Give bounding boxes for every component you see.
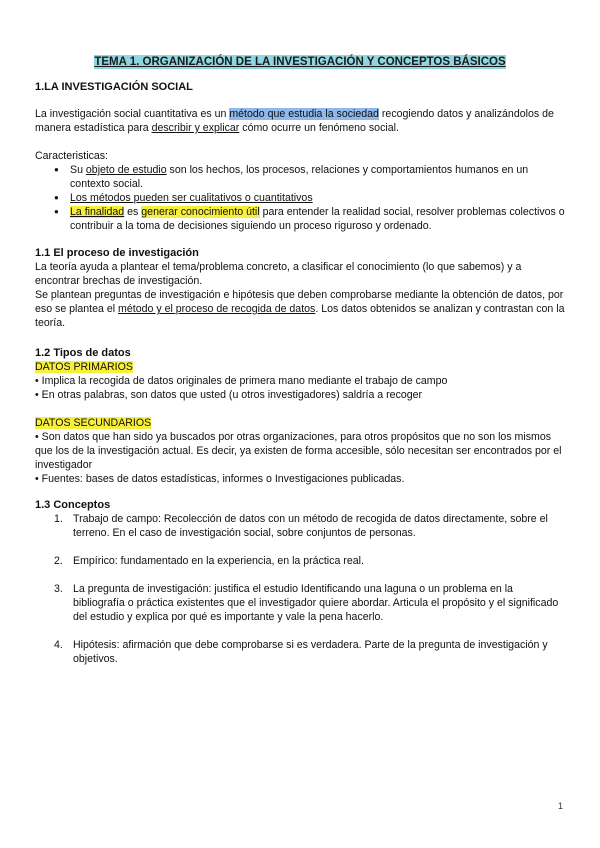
list-item [35,638,565,666]
text-run: recogiendo datos y analizándolos de manera estadística para [35,108,554,134]
list-text: La pregunta de investigación: justifica el estudio Identificando una laguna o un problema en la bibliografía o práctica existentes que el investigador quiere abordar. Articula el propósito y el significado del estudio y explica por qué es importante y vale la pena hacerlo. [73,583,559,623]
text-run: son los hechos, los procesos, relaciones y comportamientos humanos en un contexto social. [70,164,529,190]
paragraph [35,288,565,330]
characteristics-label: Caracteristicas: [35,150,108,162]
list-item [35,554,565,568]
list-number: 3. [54,583,63,595]
text-run: es [124,206,142,218]
text-run: para entender la realidad social, resolver problemas colectivos o contribuir a la toma de decisiones siguiendo un proceso riguroso y ordenado. [70,206,565,232]
list-item [35,582,565,624]
text-run: Su [70,164,86,176]
highlighted-label: DATOS PRIMARIOS [35,361,133,373]
paragraph: • En otras palabras, son datos que usted (u otros investigadores) saldría a recoger [35,389,423,401]
section-heading: 1.1 El proceso de investigación [35,247,199,259]
highlighted-text: método que estudia la sociedad [229,108,379,120]
document-title: TEMA 1. ORGANIZACIÓN DE LA INVESTIGACIÓN Y CONCEPTOS BÁSICOS [94,56,506,68]
paragraph: • Fuentes: bases de datos estadísticas, informes o Investigaciones publicadas. [35,473,405,485]
paragraph: • Implica la recogida de datos originales de primera mano mediante el trabajo de campo [35,375,448,387]
list-text: Trabajo de campo: Recolección de datos con un método de recogida de datos directamente, sobre el terreno. En el caso de investigación social, sobre conjuntos de personas. [73,513,548,539]
list-text: Hipótesis: afirmación que debe comprobarse si es verdadera. Parte de la pregunta de investigación y objetivos. [73,639,548,665]
concepts-list [35,512,565,666]
characteristics-list [35,163,565,233]
list-number: 4. [54,639,63,651]
list-item [35,205,565,233]
section-heading: 1.LA INVESTIGACIÓN SOCIAL [35,81,193,93]
section-1 [35,80,565,233]
highlighted-text: generar conocimiento útil [141,206,260,218]
list-number: 1. [54,513,63,525]
text-run: La investigación social cuantitativa es un [35,108,230,120]
list-item [35,512,565,540]
paragraph: • Son datos que han sido ya buscados por otras organizaciones, para otros propósitos que no son los mismos que los de la investigación actual. Es decir, ya existen de forma accesible, sólo necesitan ser encontrados por el investigador [35,431,562,471]
primary-data-label [35,360,565,374]
document-title-wrap [0,52,600,70]
text-run: cómo ocurre un fenómeno social. [239,122,399,134]
paragraph: La teoría ayuda a plantear el tema/problema concreto, a clasificar el conocimiento (lo que sabemos) y a encontrar brechas de investigación. [35,261,522,287]
highlighted-label: DATOS SECUNDARIOS [35,417,152,429]
text-run: . Los datos obtenidos se analizan y contrastan con la teoría. [35,303,565,329]
section-1-3 [35,498,565,680]
section-1-1 [35,246,565,330]
underlined-text: Los métodos pueden ser cualitativos o cuantitativos [70,192,313,204]
underlined-text: La finalidad [70,206,125,218]
section-heading: 1.2 Tipos de datos [35,347,131,359]
paragraph [35,107,565,135]
underlined-text: describir y explicar [151,122,240,134]
list-item [35,163,565,191]
section-1-2 [35,346,565,486]
underlined-text: método y el proceso de recogida de datos [118,303,316,315]
underlined-text: objeto de estudio [85,164,167,176]
section-heading: 1.3 Conceptos [35,499,111,511]
list-number: 2. [54,555,63,567]
list-item [35,191,565,205]
secondary-data-label [35,416,565,430]
page-number: 1 [558,801,564,811]
text-run: Se plantean preguntas de investigación e hipótesis que deben comprobarse mediante la obtención de datos, por eso se plantea el [35,289,564,315]
list-text: Empírico: fundamentado en la experiencia, en la práctica real. [73,555,364,567]
